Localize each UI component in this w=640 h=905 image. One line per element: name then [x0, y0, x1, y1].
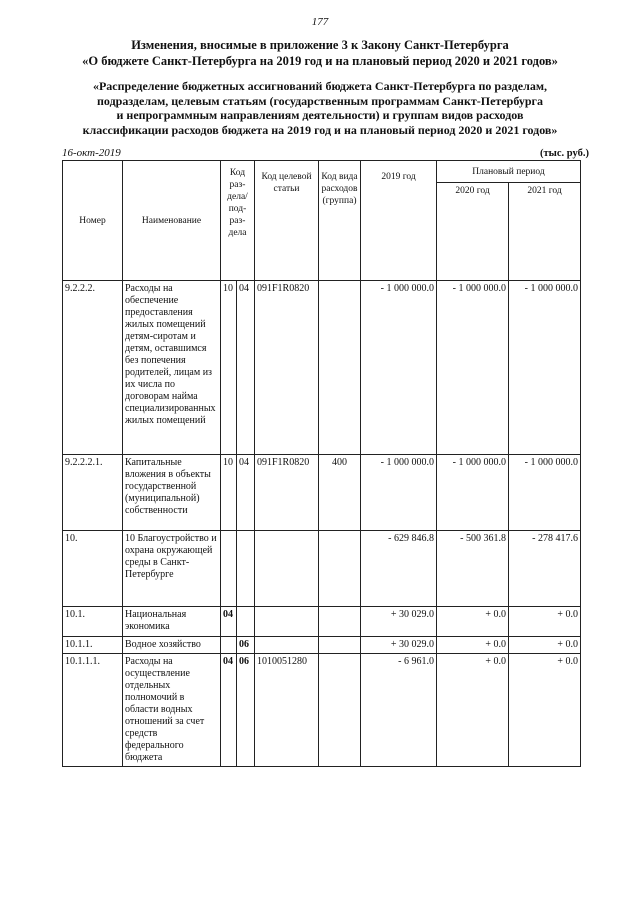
row-section	[221, 637, 237, 654]
subtitle-line: «Распределение бюджетных ассигнований бюджета Санкт-Петербурга по разделам,	[92, 79, 548, 93]
header-target: Код целевой статьи	[255, 161, 319, 281]
row-kind-code	[319, 607, 361, 637]
document-subtitle	[20, 79, 620, 137]
row-value-2020: - 1 000 000.0	[437, 281, 509, 455]
header-section: Код раз-дела/ под-раз-дела	[221, 161, 255, 281]
row-name: Водное хозяйство	[123, 637, 221, 654]
row-value-2020: + 0.0	[437, 607, 509, 637]
row-value-2019: - 629 846.8	[361, 531, 437, 607]
table-row	[63, 637, 581, 654]
row-target-code: 091F1R0820	[255, 455, 319, 531]
table-row	[63, 607, 581, 637]
row-kind-code	[319, 281, 361, 455]
row-name: Расходы на осуществление отдельных полномочий в области водных отношений за счет средств федерального бюджета	[123, 654, 221, 767]
row-value-2021: - 1 000 000.0	[509, 455, 581, 531]
row-value-2021: - 278 417.6	[509, 531, 581, 607]
header-planned-period: Плановый период	[437, 161, 581, 183]
row-section: 04	[221, 607, 237, 637]
row-value-2020: - 500 361.8	[437, 531, 509, 607]
table-row	[63, 531, 581, 607]
row-subsection: 06	[237, 654, 255, 767]
row-kind-code	[319, 531, 361, 607]
subtitle-line: классификации расходов бюджета на 2019 год и на плановый период 2020 и 2021 годов»	[82, 122, 558, 137]
row-subsection: 06	[237, 637, 255, 654]
row-value-2020: + 0.0	[437, 654, 509, 767]
row-value-2019: + 30 029.0	[361, 637, 437, 654]
document-title-law: «О бюджете Санкт-Петербурга на 2019 год и на плановый период 2020 и 2021 годов»	[82, 54, 558, 68]
row-section: 10	[221, 455, 237, 531]
row-number: 10.	[63, 531, 123, 607]
row-section	[221, 531, 237, 607]
row-target-code	[255, 607, 319, 637]
row-subsection	[237, 531, 255, 607]
row-value-2019: - 1 000 000.0	[361, 281, 437, 455]
row-kind-code	[319, 654, 361, 767]
row-section: 10	[221, 281, 237, 455]
row-value-2021: + 0.0	[509, 637, 581, 654]
row-value-2020: - 1 000 000.0	[437, 455, 509, 531]
row-kind-code: 400	[319, 455, 361, 531]
row-number: 9.2.2.2.	[63, 281, 123, 455]
row-value-2019: - 6 961.0	[361, 654, 437, 767]
document-title: Изменения, вносимые в приложение 3 к Закону Санкт-Петербурга	[131, 38, 509, 52]
row-number: 10.1.1.1.	[63, 654, 123, 767]
budget-table	[62, 160, 581, 767]
header-2021: 2021 год	[509, 183, 581, 281]
row-number: 10.1.1.	[63, 637, 123, 654]
row-subsection: 04	[237, 455, 255, 531]
row-section: 04	[221, 654, 237, 767]
header-2020: 2020 год	[437, 183, 509, 281]
row-value-2019: - 1 000 000.0	[361, 455, 437, 531]
row-kind-code	[319, 637, 361, 654]
page-number: 177	[311, 16, 329, 28]
row-target-code	[255, 531, 319, 607]
table-row	[63, 281, 581, 455]
row-target-code: 091F1R0820	[255, 281, 319, 455]
row-value-2021: - 1 000 000.0	[509, 281, 581, 455]
row-value-2021: + 0.0	[509, 607, 581, 637]
row-name: Национальная экономика	[123, 607, 221, 637]
table-row	[63, 455, 581, 531]
subtitle-line: и непрограммным направлениям деятельности) и группам видов расходов	[116, 108, 524, 122]
subtitle-line: подразделам, целевым статьям (государственным программам Санкт-Петербурга	[97, 93, 543, 108]
header-name: Наименование	[123, 161, 221, 281]
row-subsection: 04	[237, 281, 255, 455]
row-value-2021: + 0.0	[509, 654, 581, 767]
row-target-code	[255, 637, 319, 654]
header-2019: 2019 год	[361, 161, 437, 281]
row-name: Капитальные вложения в объекты государственной (муниципальной) собственности	[123, 455, 221, 531]
row-number: 10.1.	[63, 607, 123, 637]
row-name: Расходы на обеспечение предоставления жилых помещений детям-сиротам и детям, оставшимся без попечения родителей, лицам из их числа по договорам найма специализированных жилых помещений	[123, 281, 221, 455]
header-kind: Код вида расходов (группа)	[319, 161, 361, 281]
document-date: 16-окт-2019	[62, 147, 121, 159]
row-value-2019: + 30 029.0	[361, 607, 437, 637]
units-label: (тыс. руб.)	[540, 148, 589, 159]
row-name: 10 Благоустройство и охрана окружающей среды в Санкт-Петербурге	[123, 531, 221, 607]
header-number: Номер	[63, 161, 123, 281]
row-number: 9.2.2.2.1.	[63, 455, 123, 531]
row-value-2020: + 0.0	[437, 637, 509, 654]
row-subsection	[237, 607, 255, 637]
table-row	[63, 654, 581, 767]
row-target-code: 1010051280	[255, 654, 319, 767]
